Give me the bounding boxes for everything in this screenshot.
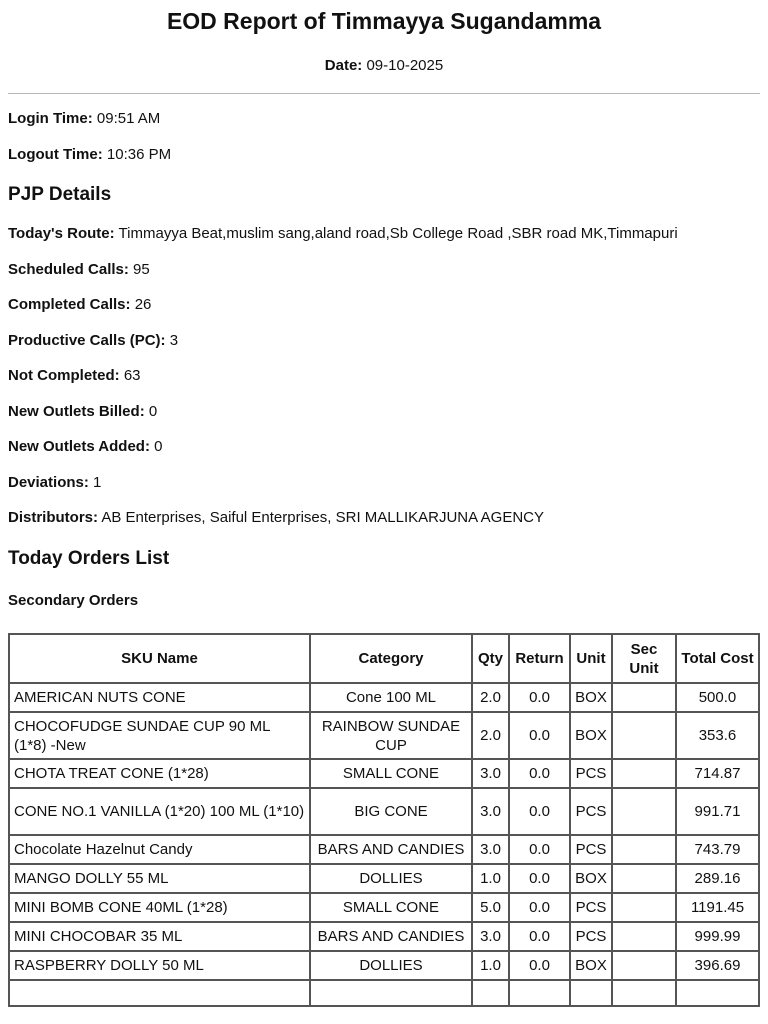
distributors [8, 509, 544, 526]
logout-time [8, 146, 171, 163]
category-cell: DOLLIES [310, 951, 472, 980]
total-cost-cell: 714.87 [676, 759, 759, 788]
qty-cell: 5.0 [472, 893, 509, 922]
table-header-row [9, 634, 759, 683]
return-cell: 0.0 [509, 951, 570, 980]
distributors-label: Distributors: [8, 509, 98, 526]
new-outlets-billed [8, 403, 157, 420]
login-time [8, 110, 160, 127]
table-row [9, 922, 759, 951]
sku-cell: MINI BOMB CONE 40ML (1*28) [9, 893, 310, 922]
new-outlets-added [8, 438, 162, 455]
pjp-heading: PJP Details [8, 184, 112, 205]
table-row [9, 683, 759, 712]
logout-time-label: Logout Time: [8, 146, 103, 163]
todays-route [8, 225, 678, 242]
orders-heading: Today Orders List [8, 548, 170, 569]
new-outlets-added-value: 0 [154, 438, 163, 455]
total-cost-cell: 289.16 [676, 864, 759, 893]
return-cell: 0.0 [509, 759, 570, 788]
return-cell: 0.0 [509, 922, 570, 951]
scheduled-calls [8, 261, 150, 278]
productive-calls [8, 332, 178, 349]
new-outlets-added-label: New Outlets Added: [8, 438, 150, 455]
deviations-value: 1 [93, 474, 102, 491]
not-completed [8, 367, 141, 384]
divider [8, 93, 760, 94]
unit-cell: PCS [570, 893, 612, 922]
sec-unit-cell [612, 759, 676, 788]
table-row [9, 893, 759, 922]
unit-cell: PCS [570, 759, 612, 788]
scheduled-calls-value: 95 [133, 261, 150, 278]
unit-cell: BOX [570, 683, 612, 712]
total-cost-cell [676, 980, 759, 1006]
return-cell: 0.0 [509, 712, 570, 759]
total-cost-cell: 743.79 [676, 835, 759, 864]
sku-cell: RASPBERRY DOLLY 50 ML [9, 951, 310, 980]
date-value: 09-10-2025 [366, 57, 444, 74]
sec-unit-cell [612, 835, 676, 864]
table-row [9, 864, 759, 893]
completed-calls [8, 296, 151, 313]
category-cell: BARS AND CANDIES [310, 835, 472, 864]
productive-calls-label: Productive Calls (PC): [8, 332, 166, 349]
distributors-value: AB Enterprises, Saiful Enterprises, SRI MALLIKARJUNA AGENCY [101, 509, 545, 526]
category-cell: SMALL CONE [310, 759, 472, 788]
sku-cell: Chocolate Hazelnut Candy [9, 835, 310, 864]
column-header-qty: Qty [472, 634, 509, 683]
return-cell [509, 980, 570, 1006]
sku-cell: CHOTA TREAT CONE (1*28) [9, 759, 310, 788]
category-cell: SMALL CONE [310, 893, 472, 922]
table-row [9, 835, 759, 864]
sku-cell: MANGO DOLLY 55 ML [9, 864, 310, 893]
sec-unit-cell [612, 788, 676, 835]
report-date [0, 57, 768, 74]
date-label: Date: [324, 57, 363, 74]
unit-cell: BOX [570, 951, 612, 980]
orders-table [8, 633, 760, 1007]
return-cell: 0.0 [509, 835, 570, 864]
category-cell: RAINBOW SUNDAE CUP [310, 712, 472, 759]
unit-cell: PCS [570, 922, 612, 951]
table-row [9, 980, 759, 1006]
sku-cell: CHOCOFUDGE SUNDAE CUP 90 ML (1*8) -New [9, 712, 310, 759]
sku-cell [9, 980, 310, 1006]
total-cost-cell: 353.6 [676, 712, 759, 759]
unit-cell: PCS [570, 788, 612, 835]
column-header-sku: SKU Name [9, 634, 310, 683]
secondary-orders-heading: Secondary Orders [8, 592, 139, 609]
deviations [8, 474, 101, 491]
total-cost-cell: 500.0 [676, 683, 759, 712]
qty-cell: 3.0 [472, 922, 509, 951]
new-outlets-billed-value: 0 [148, 403, 158, 420]
total-cost-cell: 396.69 [676, 951, 759, 980]
column-header-category: Category [310, 634, 472, 683]
not-completed-label: Not Completed: [8, 367, 120, 384]
scheduled-calls-label: Scheduled Calls: [8, 261, 129, 278]
category-cell: BARS AND CANDIES [310, 922, 472, 951]
route-value: Timmayya Beat,muslim sang,aland road,Sb College Road ,SBR road MK,Timmapuri [118, 225, 678, 242]
return-cell: 0.0 [509, 864, 570, 893]
unit-cell [570, 980, 612, 1006]
qty-cell: 2.0 [472, 683, 509, 712]
table-row [9, 712, 759, 759]
table-row [9, 759, 759, 788]
qty-cell: 3.0 [472, 835, 509, 864]
unit-cell: BOX [570, 864, 612, 893]
sku-cell: AMERICAN NUTS CONE [9, 683, 310, 712]
sku-cell: MINI CHOCOBAR 35 ML [9, 922, 310, 951]
sec-unit-cell [612, 712, 676, 759]
category-cell [310, 980, 472, 1006]
qty-cell: 2.0 [472, 712, 509, 759]
table-row [9, 788, 759, 835]
sec-unit-cell [612, 951, 676, 980]
category-cell: DOLLIES [310, 864, 472, 893]
login-time-value: 09:51 AM [96, 110, 161, 127]
productive-calls-value: 3 [169, 332, 179, 349]
sec-unit-cell [612, 980, 676, 1006]
sec-unit-cell [612, 864, 676, 893]
return-cell: 0.0 [509, 683, 570, 712]
completed-calls-value: 26 [134, 296, 152, 313]
column-header-unit: Unit [570, 634, 612, 683]
completed-calls-label: Completed Calls: [8, 296, 131, 313]
qty-cell: 1.0 [472, 951, 509, 980]
sec-unit-cell [612, 922, 676, 951]
unit-cell: BOX [570, 712, 612, 759]
login-time-label: Login Time: [8, 110, 93, 127]
qty-cell: 3.0 [472, 759, 509, 788]
deviations-label: Deviations: [8, 474, 89, 491]
column-header-return: Return [509, 634, 570, 683]
qty-cell: 3.0 [472, 788, 509, 835]
category-cell: BIG CONE [310, 788, 472, 835]
total-cost-cell: 999.99 [676, 922, 759, 951]
return-cell: 0.0 [509, 893, 570, 922]
table-row [9, 951, 759, 980]
unit-cell: PCS [570, 835, 612, 864]
report-title: EOD Report of Timmayya Sugandamma [166, 8, 602, 34]
not-completed-value: 63 [123, 367, 141, 384]
route-label: Today's Route: [8, 225, 115, 242]
sec-unit-cell [612, 683, 676, 712]
column-header-total-cost: Total Cost [676, 634, 759, 683]
qty-cell: 1.0 [472, 864, 509, 893]
sku-cell: CONE NO.1 VANILLA (1*20) 100 ML (1*10) [9, 788, 310, 835]
category-cell: Cone 100 ML [310, 683, 472, 712]
logout-time-value: 10:36 PM [106, 146, 172, 163]
new-outlets-billed-label: New Outlets Billed: [8, 403, 145, 420]
return-cell: 0.0 [509, 788, 570, 835]
sec-unit-cell [612, 893, 676, 922]
qty-cell [472, 980, 509, 1006]
total-cost-cell: 1191.45 [676, 893, 759, 922]
total-cost-cell: 991.71 [676, 788, 759, 835]
column-header-sec-unit: Sec Unit [612, 634, 676, 683]
